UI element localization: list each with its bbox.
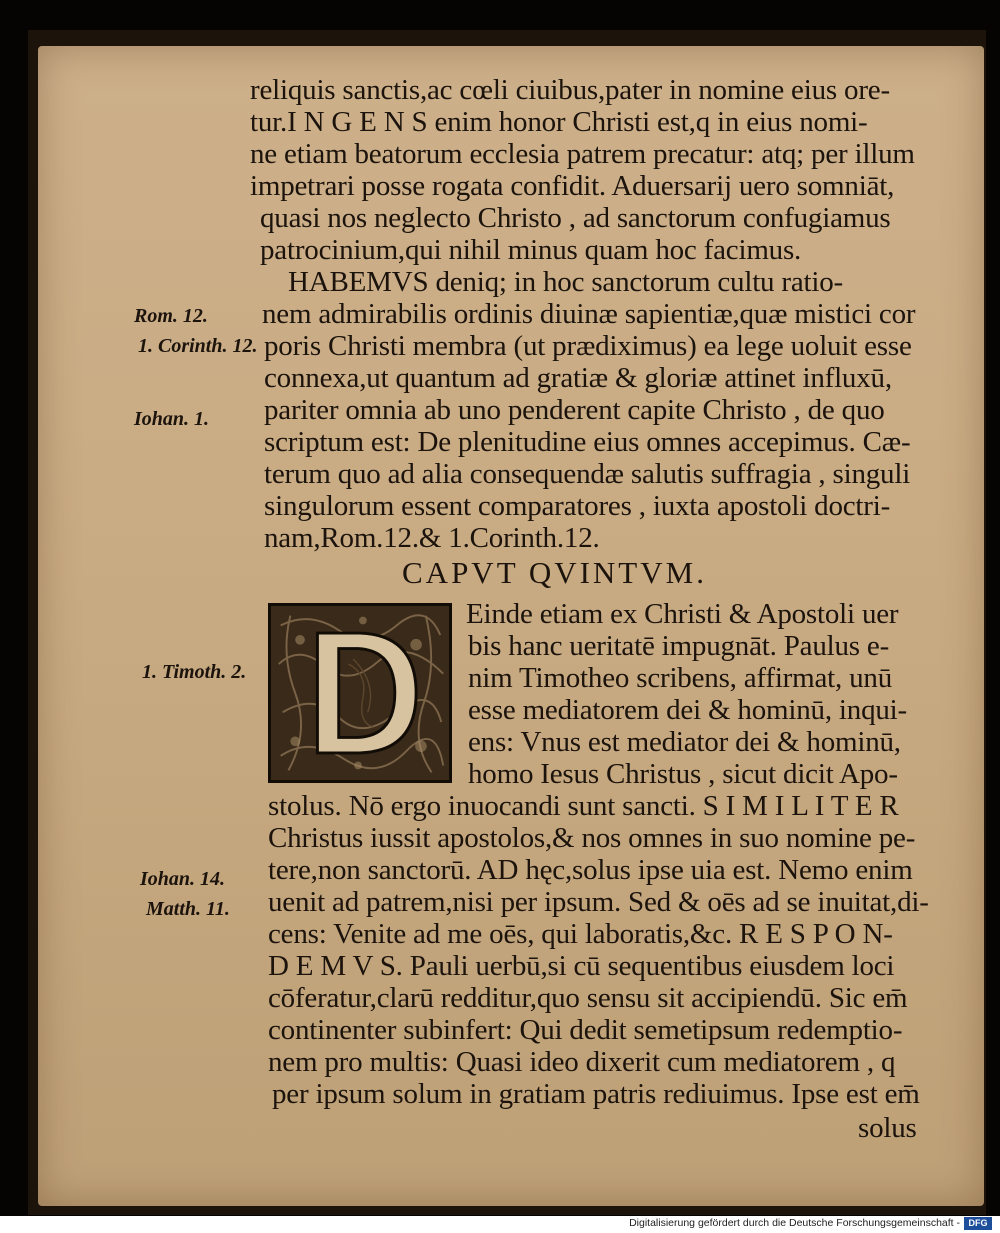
text-line: reliquis sanctis,ac cœli ciuibus,pater in nomine eius ore- xyxy=(250,74,890,106)
text-line: scriptum est: De plenitudine eius omnes accepimus. Cæ- xyxy=(264,426,911,458)
footer-credit: Digitalisierung gefördert durch die Deutsche Forschungsgemeinschaft - xyxy=(629,1217,960,1229)
decorated-initial-letter xyxy=(268,603,452,783)
text-line: nem admirabilis ordinis diuinæ sapientiæ,quæ mistici cor xyxy=(262,298,916,330)
text-line: nim Timotheo scribens, affirmat, unū xyxy=(468,662,893,694)
margin-note: 1. Corinth. 12. xyxy=(138,335,258,357)
text-line: ne etiam beatorum ecclesia patrem precatur: atq; per illum xyxy=(250,138,915,170)
margin-note: Iohan. 14. xyxy=(140,868,226,890)
text-line: Einde etiam ex Christi & Apostoli uer xyxy=(466,598,899,630)
text-line: singulorum essent comparatores , iuxta apostoli doctri- xyxy=(264,490,891,522)
catchword: solus xyxy=(858,1112,917,1144)
chapter-title: CAPVT QVINTVM. xyxy=(402,555,707,590)
text-line: impetrari posse rogata confidit. Aduersarij uero somniāt, xyxy=(250,170,895,202)
margin-note: 1. Timoth. 2. xyxy=(142,661,247,683)
margin-note: Rom. 12. xyxy=(134,305,208,327)
text-line: poris Christi membra (ut prædiximus) ea lege uoluit esse xyxy=(264,330,912,362)
text-line: stolus. Nō ergo inuocandi sunt sancti. S I M I L I T E R xyxy=(268,790,899,822)
text-line: terum quo ad alia consequendæ salutis suffragia , singuli xyxy=(264,458,911,490)
text-line: bis hanc ueritatē impugnāt. Paulus e- xyxy=(468,630,890,662)
text-line: per ipsum solum in gratiam patris rediuimus. Ipse est em̄ xyxy=(272,1078,920,1110)
text-line: patrocinium,qui nihil minus quam hoc facimus. xyxy=(260,234,802,266)
text-line: cens: Venite ad me oēs, qui laboratis,&c. R E S P O N- xyxy=(268,918,893,950)
text-line: connexa,ut quantum ad gratiæ & gloriæ attinet influxū, xyxy=(264,362,892,394)
text-line: Christus iussit apostolos,& nos omnes in suo nomine pe- xyxy=(268,822,916,854)
text-line: tur.I N G E N S enim honor Christi est,q in eius nomi- xyxy=(250,106,868,138)
dfg-logo: DFG xyxy=(964,1217,992,1230)
text-line: cōferatur,clarū redditur,quo sensu sit accipiendū. Sic em̄ xyxy=(268,982,908,1014)
text-line: D E M V S. Pauli uerbū,si cū sequentibus eiusdem loci xyxy=(268,950,895,982)
text-line: ens: Vnus est mediator dei & hominū, xyxy=(468,726,901,758)
text-line: nem pro multis: Quasi ideo dixerit cum mediatorem , q xyxy=(268,1046,896,1078)
text-line: uenit ad patrem,nisi per ipsum. Sed & oēs ad se inuitat,di- xyxy=(268,886,929,918)
text-line: tere,non sanctorū. AD hęc,solus ipse uia est. Nemo enim xyxy=(268,854,913,886)
text-line: HABEMVS deniq; in hoc sanctorum cultu ratio- xyxy=(288,266,844,298)
text-line: homo Iesus Christus , sicut dicit Apo- xyxy=(468,758,898,790)
text-line: nam,Rom.12.& 1.Corinth.12. xyxy=(264,522,600,554)
text-line: pariter omnia ab uno penderent capite Christo , de quo xyxy=(264,394,885,426)
margin-note: Matth. 11. xyxy=(146,898,230,920)
text-line: esse mediatorem dei & hominū, inqui- xyxy=(468,694,907,726)
text-line: quasi nos neglecto Christo , ad sanctorum confugiamus xyxy=(260,202,891,234)
text-line: continenter subinfert: Qui dedit semetipsum redemptio- xyxy=(268,1014,903,1046)
margin-note: Iohan. 1. xyxy=(134,408,210,430)
